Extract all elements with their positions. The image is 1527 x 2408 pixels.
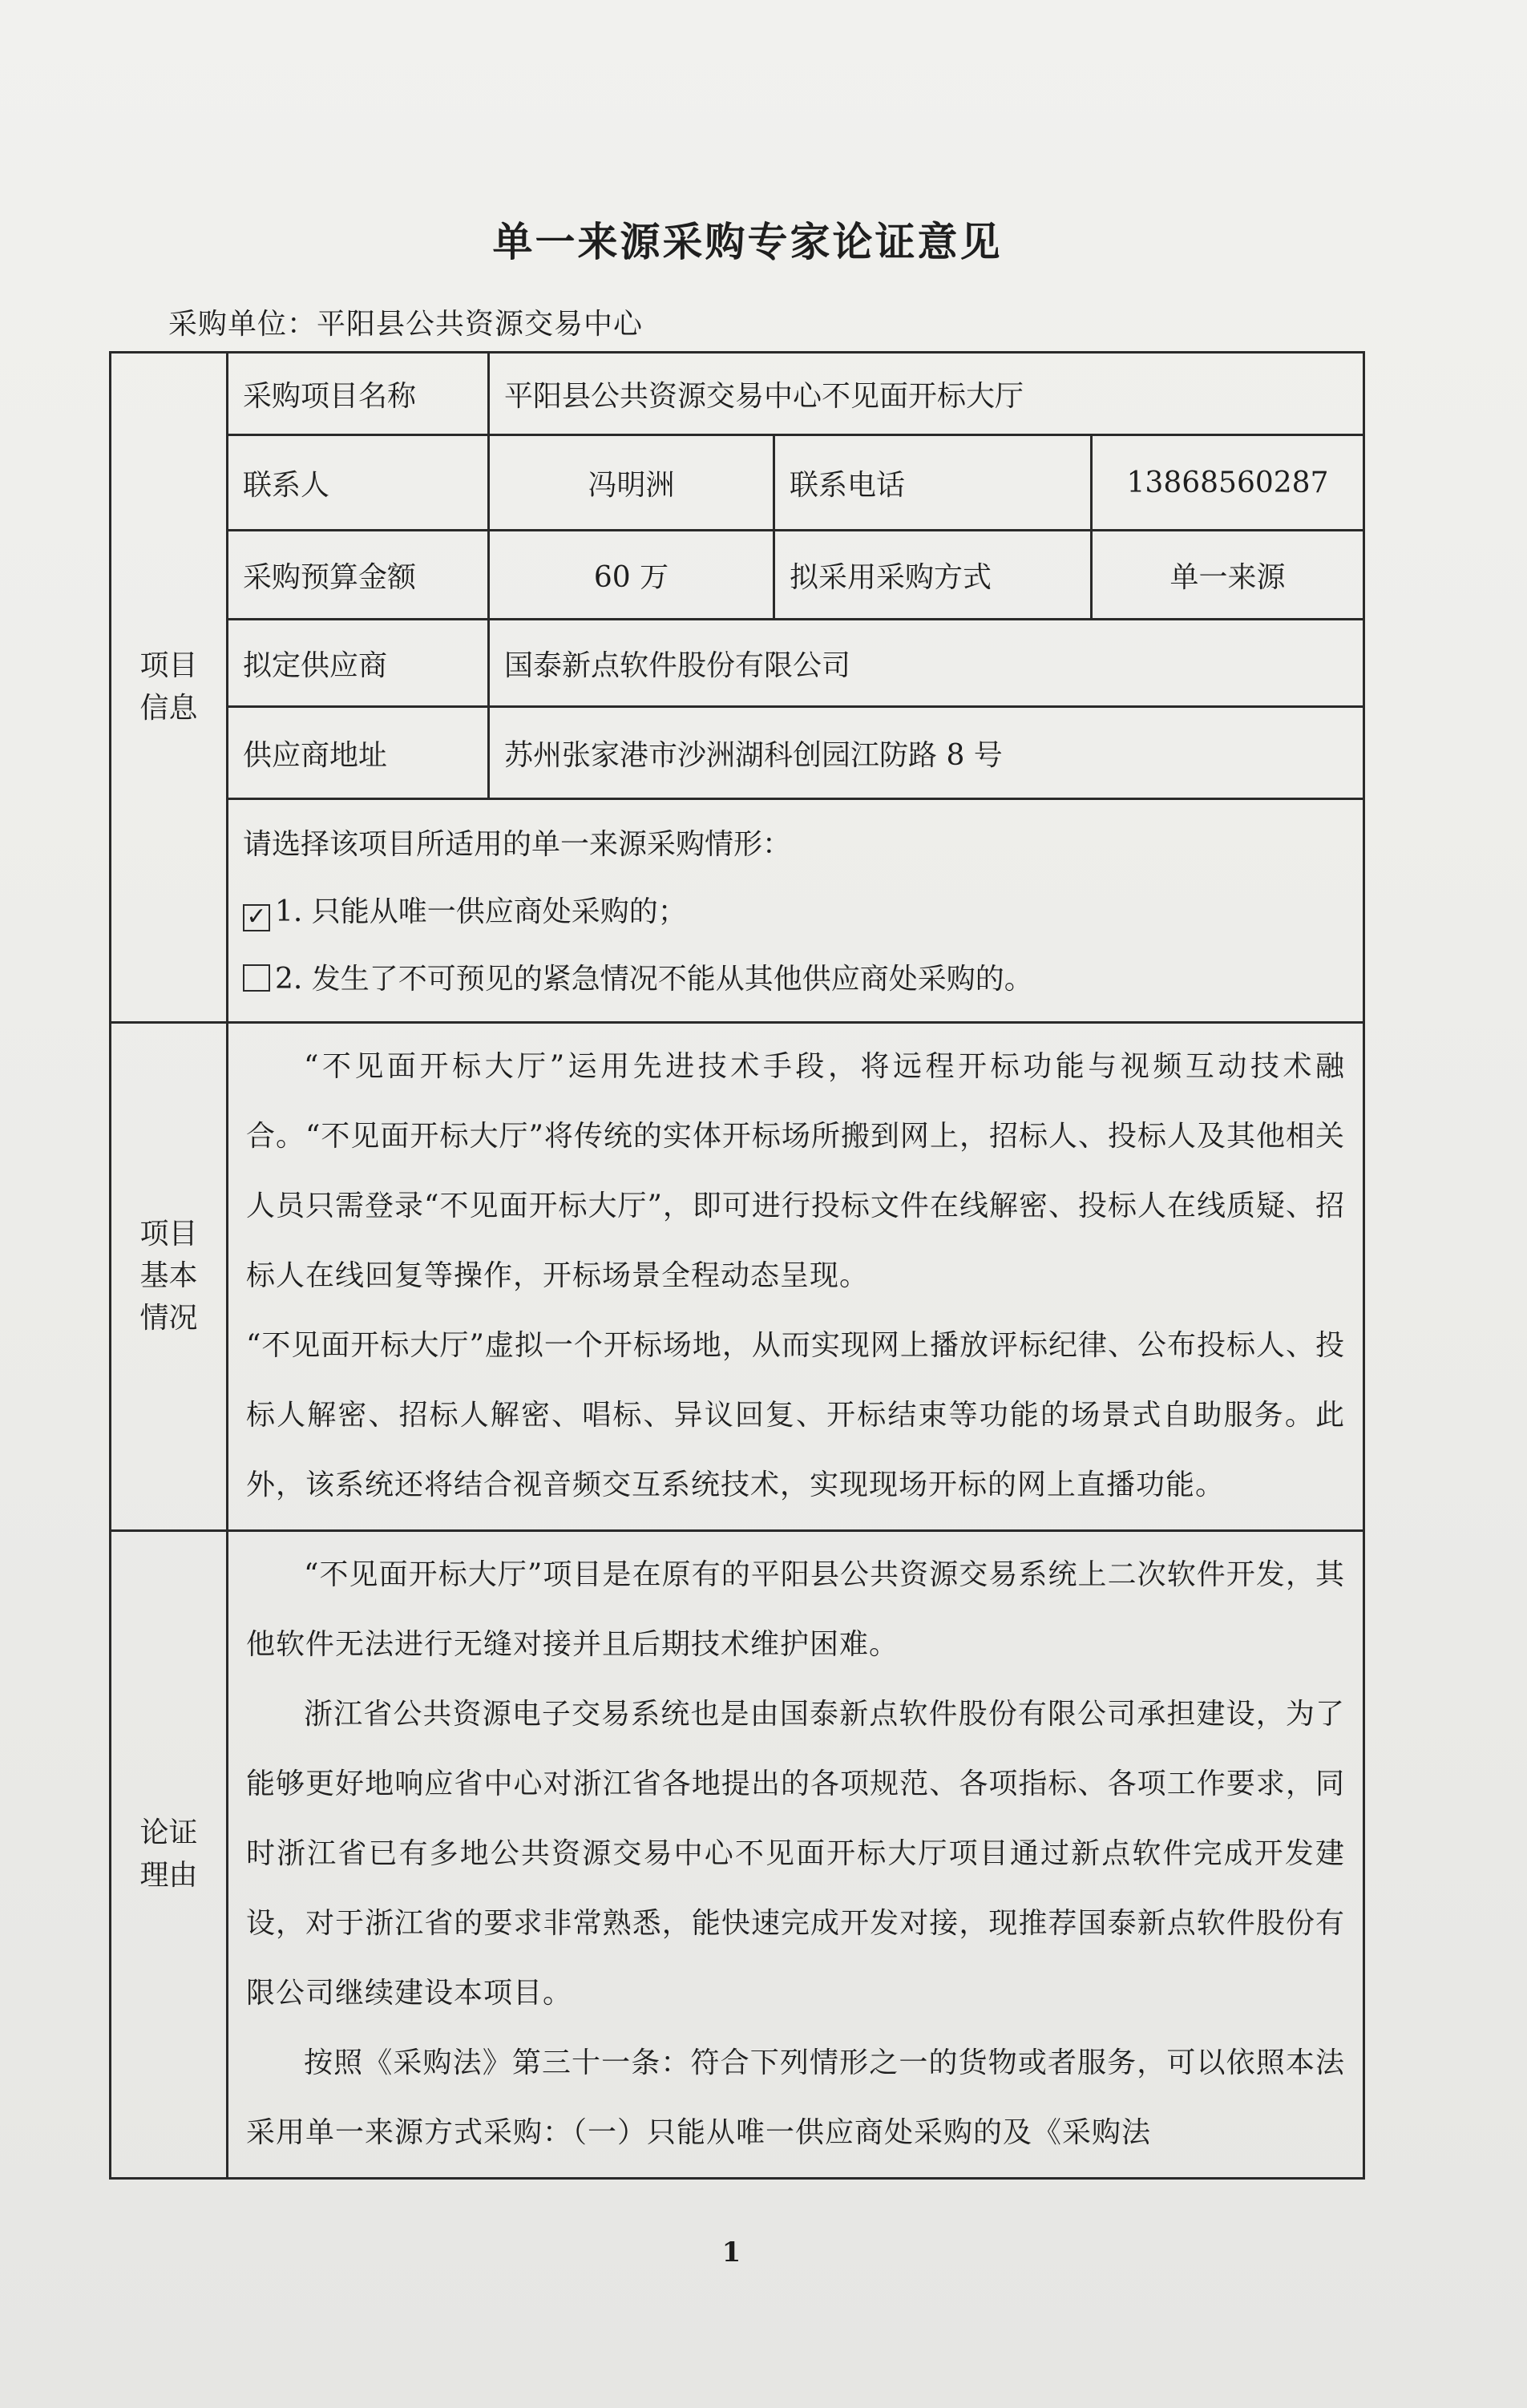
- label-budget: 采购预算金额: [228, 531, 489, 620]
- expert-opinion-table: [109, 351, 1365, 2180]
- justification-paragraph-3: 按照《采购法》第三十一条：符合下列情形之一的货物或者服务，可以依照本法采用单一来源方式采购：（一）只能从唯一供应商处采购的及《采购法: [246, 2046, 1346, 2149]
- section-label-basic-info: 项目 基本 情况: [111, 1023, 228, 1531]
- justification-paragraph-1: “不见面开标大厅”项目是在原有的平阳县公共资源交易系统上二次软件开发，其他软件无法进行无缝对接并且后期技术维护困难。: [246, 1558, 1346, 1661]
- condition-2-text: 2. 发生了不可预见的紧急情况不能从其他供应商处采购的。: [275, 963, 1033, 996]
- value-phone: 13868560287: [1092, 435, 1364, 531]
- justification-content: [228, 1531, 1364, 2179]
- conditions-cell: [228, 799, 1364, 1023]
- label-supplier-address: 供应商地址: [228, 707, 489, 799]
- condition-2-checkbox[interactable]: [243, 964, 270, 992]
- condition-1-checkbox[interactable]: ✓: [243, 904, 270, 931]
- section-label-justification: 论证 理由: [111, 1531, 228, 2179]
- value-project-name: 平阳县公共资源交易中心不见面开标大厅: [489, 353, 1364, 435]
- label-method: 拟采用采购方式: [774, 531, 1092, 620]
- row-basic-info: [111, 1023, 1364, 1531]
- value-supplier-address: 苏州张家港市沙洲湖科创园江防路 8 号: [489, 707, 1364, 799]
- section-label-project-info: 项目 信息: [111, 353, 228, 1023]
- procurement-unit: 采购单位：平阳县公共资源交易中心: [168, 308, 644, 341]
- condition-1: [243, 879, 1348, 946]
- value-budget: 60 万: [489, 531, 774, 620]
- basic-info-paragraph-2: “不见面开标大厅”虚拟一个开标场地，从而实现网上播放评标纪律、公布投标人、投标人解密、招标人解密、唱标、异议回复、开标结束等功能的场景式自助服务。此外，该系统还将结合视音频交互系统技术，实现现场开标的网上直播功能。: [246, 1329, 1346, 1501]
- value-method: 单一来源: [1092, 531, 1364, 620]
- row-supplier-address: [111, 707, 1364, 799]
- row-budget: [111, 531, 1364, 620]
- document-title: 单一来源采购专家论证意见: [492, 218, 1003, 265]
- label-project-name: 采购项目名称: [228, 353, 489, 435]
- row-supplier: [111, 620, 1364, 707]
- value-supplier: 国泰新点软件股份有限公司: [489, 620, 1364, 707]
- row-conditions: [111, 799, 1364, 1023]
- row-project-name: [111, 353, 1364, 435]
- label-phone: 联系电话: [774, 435, 1092, 531]
- row-contact: [111, 435, 1364, 531]
- conditions-prompt: 请选择该项目所适用的单一来源采购情形：: [243, 828, 792, 861]
- value-contact: 冯明洲: [489, 435, 774, 531]
- basic-info-paragraph-1: “不见面开标大厅”运用先进技术手段，将远程开标功能与视频互动技术融合。“不见面开标大厅”将传统的实体开标场所搬到网上，招标人、投标人及其他相关人员只需登录“不见面开标大厅”，即可进行投标文件在线解密、投标人在线质疑、招标人在线回复等操作，开标场景全程动态呈现。: [246, 1050, 1346, 1292]
- condition-2: [243, 946, 1348, 1013]
- justification-paragraph-2: 浙江省公共资源电子交易系统也是由国泰新点软件股份有限公司承担建设，为了能够更好地响应省中心对浙江省各地提出的各项规范、各项指标、各项工作要求，同时浙江省已有多地公共资源交易中心不见面开标大厅项目通过新点软件完成开发建设，对于浙江省的要求非常熟悉，能快速完成开发对接，现推荐国泰新点软件股份有限公司继续建设本项目。: [246, 1698, 1346, 2010]
- condition-1-text: 1. 只能从唯一供应商处采购的；: [275, 895, 687, 928]
- page-number: 1: [721, 2236, 741, 2269]
- label-supplier: 拟定供应商: [228, 620, 489, 707]
- label-contact: 联系人: [228, 435, 489, 531]
- basic-info-content: [228, 1023, 1364, 1531]
- row-justification: [111, 1531, 1364, 2179]
